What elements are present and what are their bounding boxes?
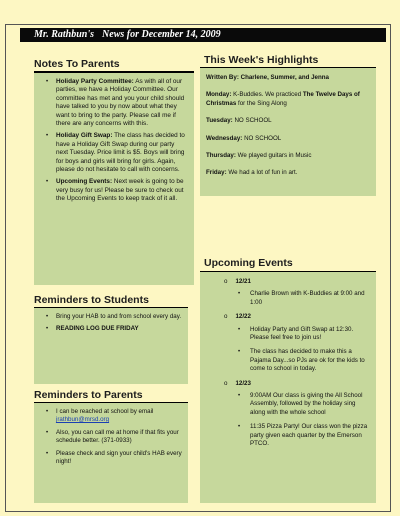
event-item: • The class has decided to make this a Pajama Day...so PJs are ok for the kids to come to school in today. — [238, 348, 365, 373]
note-text: Next week is going to be very busy for us! Please be sure to check out the Upcoming Events to keep track of it all. — [56, 178, 184, 203]
reminders-students-box — [34, 308, 188, 384]
notes-to-parents-heading: Notes To Parents — [34, 58, 120, 70]
event-item: • 11:35 Pizza Party! Our class won the pizza party given each quarter by the Emerson PTCO. — [238, 423, 368, 448]
note-text: As with all of our parties, we have a Holiday Committee. Our committee has met and you your child should have talked to you by now about what they want to bring to the party. Please call me if there are any concerns with this. — [56, 78, 185, 128]
highlight-wednesday: Wednesday: NO SCHOOL — [206, 134, 282, 142]
note-label: Upcoming Events: — [56, 178, 113, 186]
list-item — [46, 178, 188, 203]
bullet-icon: • — [46, 429, 49, 436]
note-text: The class has decided to have a Holiday Gift Swap during our party next Tuesday. Price limit is $5. Boys will bring for boys and girls will bring for girls. Again, please do not hesitate to call with concerns. — [56, 132, 185, 174]
bullet-icon: • — [238, 291, 241, 298]
bullet-icon: • — [238, 393, 241, 400]
bullet-icon: • — [238, 326, 241, 333]
list-item — [46, 78, 188, 128]
reminders-students-heading: Reminders to Students — [34, 294, 149, 306]
newsletter-title: News for December 14, 2009 — [102, 29, 221, 40]
reminders-parents-box — [34, 403, 188, 503]
bullet-icon: • — [238, 424, 241, 431]
upcoming-events-box — [200, 272, 376, 503]
notes-list — [46, 78, 188, 204]
event-date: o 12/21 — [224, 278, 251, 285]
reminders-parents-list — [46, 408, 182, 466]
teacher-name: Mr. Rathbun's — [34, 29, 95, 40]
teacher-email-link[interactable]: jrathbun@mrsd.org — [56, 416, 110, 424]
bullet-icon: • — [46, 79, 49, 85]
reminders-students-list — [46, 313, 182, 334]
bullet-icon: • — [46, 326, 49, 333]
list-item: • I can be reached at school by email jrathbun@mrsd.org — [46, 408, 154, 424]
note-label: Holiday Gift Swap: — [56, 132, 113, 140]
highlight-friday: Friday: We had a lot of fun in art. — [206, 169, 298, 177]
list-item: • Please check and sign your child's HAB every night! — [46, 449, 182, 466]
bullet-icon: • — [46, 133, 49, 140]
list-item: • Also, you can call me at home if that fits your schedule better. (371-0933) — [46, 428, 179, 445]
bullet-icon: • — [238, 349, 241, 356]
bullet-icon: • — [46, 314, 49, 320]
event-item: • Charlie Brown with K-Buddies at 9:00 and 1:00 — [238, 290, 365, 306]
event-date: o 12/23 — [224, 379, 251, 387]
newsletter-title-bar — [20, 28, 386, 42]
bullet-icon: • — [46, 179, 49, 186]
written-by: Written By: Charlene, Summer, and Jenna — [206, 74, 329, 81]
upcoming-events-heading: Upcoming Events — [204, 257, 293, 269]
highlights-box — [200, 68, 376, 196]
bullet-icon: • — [46, 409, 49, 415]
highlight-monday: Monday: K-Buddies. We practiced The Twelve Days of Christmas for the Sing Along — [206, 91, 360, 107]
note-label: Holiday Party Committee: — [56, 78, 134, 85]
highlights-heading: This Week's Highlights — [204, 54, 319, 66]
event-item: • 9:00AM Our class is giving the All School Assembly, followed by the holiday sing along with the whole school — [238, 392, 363, 416]
list-item: • READING LOG DUE FRIDAY — [46, 325, 139, 333]
reminders-parents-heading: Reminders to Parents — [34, 389, 143, 401]
list-item: • Bring your HAB to and from school every day. — [46, 313, 182, 320]
event-date: o 12/22 — [224, 313, 251, 321]
list-item — [46, 132, 188, 174]
bullet-icon: • — [46, 450, 49, 457]
highlight-tuesday: Tuesday: NO SCHOOL — [206, 117, 272, 125]
event-item: • Holiday Party and Gift Swap at 12:30. Please feel free to join us! — [238, 325, 354, 342]
highlight-thursday: Thursday: We played guitars in Music — [206, 152, 312, 160]
notes-to-parents-box — [34, 73, 194, 285]
